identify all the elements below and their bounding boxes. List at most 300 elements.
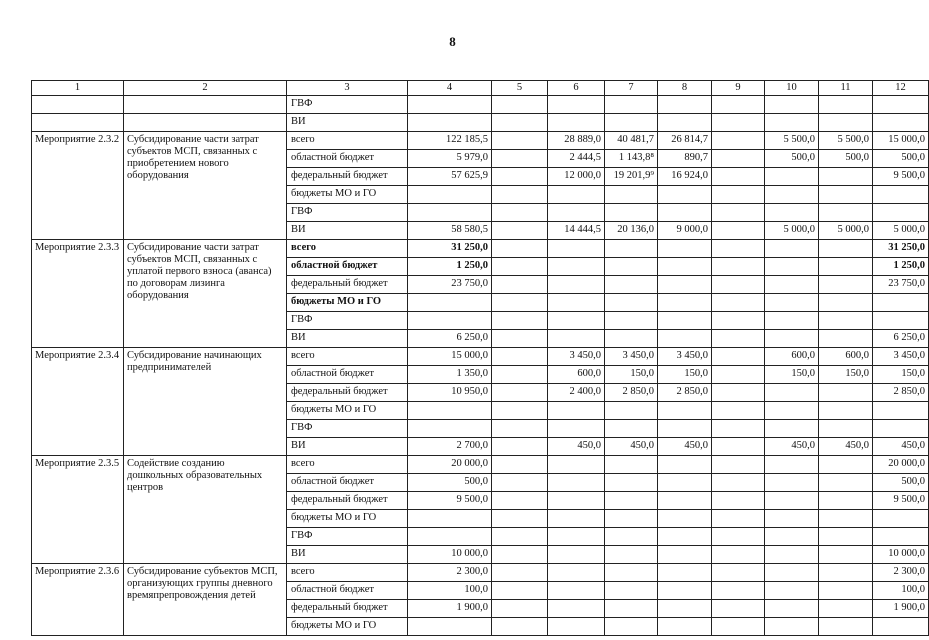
value-cell: 6 250,0	[873, 330, 929, 348]
value-cell	[712, 420, 765, 438]
value-cell: 10 950,0	[408, 384, 492, 402]
value-cell: 600,0	[765, 348, 819, 366]
value-cell: 5 979,0	[408, 150, 492, 168]
value-cell	[712, 258, 765, 276]
value-cell	[819, 564, 873, 582]
value-cell	[492, 420, 548, 438]
value-cell	[765, 618, 819, 636]
value-cell: 450,0	[765, 438, 819, 456]
value-cell	[492, 492, 548, 510]
value-cell	[548, 330, 605, 348]
value-cell: 3 450,0	[658, 348, 712, 366]
value-cell	[548, 510, 605, 528]
measure-name-cell: Мероприятие 2.3.3	[32, 240, 124, 348]
value-cell	[605, 402, 658, 420]
value-cell	[548, 618, 605, 636]
value-cell	[873, 528, 929, 546]
value-cell	[658, 312, 712, 330]
funding-source-cell: федеральный бюджет	[287, 168, 408, 186]
value-cell: 12 000,0	[548, 168, 605, 186]
table-row	[32, 456, 929, 474]
value-cell	[658, 420, 712, 438]
funding-source-cell: федеральный бюджет	[287, 276, 408, 294]
value-cell	[712, 366, 765, 384]
value-cell	[712, 528, 765, 546]
funding-source-cell: областной бюджет	[287, 258, 408, 276]
value-cell	[408, 186, 492, 204]
value-cell	[873, 402, 929, 420]
value-cell	[605, 294, 658, 312]
value-cell: 31 250,0	[408, 240, 492, 258]
value-cell: 5 000,0	[765, 222, 819, 240]
value-cell	[765, 402, 819, 420]
value-cell	[765, 564, 819, 582]
page-number: 8	[449, 34, 456, 49]
value-cell: 9 500,0	[408, 492, 492, 510]
value-cell	[658, 276, 712, 294]
value-cell: 150,0	[765, 366, 819, 384]
value-cell: 23 750,0	[408, 276, 492, 294]
value-cell	[492, 132, 548, 150]
value-cell	[548, 204, 605, 222]
value-cell	[658, 402, 712, 420]
value-cell: 14 444,5	[548, 222, 605, 240]
value-cell	[548, 402, 605, 420]
funding-source-cell: ВИ	[287, 330, 408, 348]
value-cell	[492, 438, 548, 456]
value-cell: 100,0	[873, 582, 929, 600]
value-cell	[712, 618, 765, 636]
value-cell	[712, 564, 765, 582]
value-cell	[712, 474, 765, 492]
funding-source-cell: федеральный бюджет	[287, 600, 408, 618]
funding-source-cell: ГВФ	[287, 420, 408, 438]
funding-source-cell: федеральный бюджет	[287, 492, 408, 510]
value-cell	[492, 258, 548, 276]
measure-description-cell: Субсидирование начинающих предпринимателей	[124, 348, 287, 456]
table-row	[32, 132, 929, 150]
value-cell	[408, 510, 492, 528]
value-cell: 20 000,0	[873, 456, 929, 474]
funding-source-cell: ВИ	[287, 114, 408, 132]
value-cell	[605, 420, 658, 438]
value-cell	[492, 618, 548, 636]
value-cell: 10 000,0	[873, 546, 929, 564]
value-cell	[658, 240, 712, 258]
value-cell: 500,0	[765, 150, 819, 168]
value-cell	[658, 114, 712, 132]
value-cell	[819, 546, 873, 564]
value-cell: 150,0	[819, 366, 873, 384]
value-cell	[658, 546, 712, 564]
value-cell	[605, 114, 658, 132]
value-cell: 450,0	[819, 438, 873, 456]
value-cell: 5 500,0	[819, 132, 873, 150]
value-cell	[548, 240, 605, 258]
header-cell: 9	[712, 81, 765, 96]
value-cell	[712, 240, 765, 258]
value-cell: 9 500,0	[873, 492, 929, 510]
funding-source-cell: всего	[287, 132, 408, 150]
value-cell: 600,0	[548, 366, 605, 384]
value-cell	[605, 474, 658, 492]
value-cell	[548, 546, 605, 564]
value-cell: 1 143,8⁸	[605, 150, 658, 168]
value-cell	[658, 186, 712, 204]
value-cell	[658, 456, 712, 474]
value-cell	[492, 294, 548, 312]
value-cell	[605, 240, 658, 258]
measure-name-cell: Мероприятие 2.3.2	[32, 132, 124, 240]
value-cell	[819, 186, 873, 204]
value-cell: 450,0	[658, 438, 712, 456]
value-cell	[819, 600, 873, 618]
value-cell	[492, 582, 548, 600]
value-cell: 6 250,0	[408, 330, 492, 348]
value-cell	[548, 420, 605, 438]
funding-source-cell: областной бюджет	[287, 366, 408, 384]
value-cell	[605, 582, 658, 600]
value-cell	[819, 168, 873, 186]
value-cell	[765, 294, 819, 312]
value-cell	[873, 510, 929, 528]
value-cell	[765, 330, 819, 348]
funding-source-cell: всего	[287, 240, 408, 258]
value-cell	[548, 582, 605, 600]
value-cell	[605, 204, 658, 222]
value-cell	[819, 474, 873, 492]
value-cell	[548, 276, 605, 294]
value-cell	[492, 276, 548, 294]
value-cell	[819, 582, 873, 600]
value-cell	[765, 312, 819, 330]
value-cell	[605, 276, 658, 294]
value-cell	[712, 204, 765, 222]
value-cell	[712, 348, 765, 366]
value-cell	[408, 618, 492, 636]
value-cell: 500,0	[873, 474, 929, 492]
value-cell: 2 850,0	[873, 384, 929, 402]
value-cell: 2 300,0	[873, 564, 929, 582]
value-cell	[819, 96, 873, 114]
value-cell	[658, 528, 712, 546]
value-cell	[658, 600, 712, 618]
value-cell	[605, 330, 658, 348]
value-cell	[548, 474, 605, 492]
value-cell	[712, 456, 765, 474]
measure-name-cell: Мероприятие 2.3.6	[32, 564, 124, 636]
header-cell: 2	[124, 81, 287, 96]
value-cell	[408, 114, 492, 132]
value-cell	[408, 420, 492, 438]
funding-source-cell: ГВФ	[287, 96, 408, 114]
value-cell	[492, 96, 548, 114]
value-cell: 57 625,9	[408, 168, 492, 186]
value-cell	[605, 492, 658, 510]
value-cell	[658, 294, 712, 312]
value-cell: 150,0	[873, 366, 929, 384]
value-cell	[712, 222, 765, 240]
value-cell	[492, 564, 548, 582]
value-cell	[765, 474, 819, 492]
value-cell	[873, 96, 929, 114]
value-cell	[408, 204, 492, 222]
value-cell	[492, 600, 548, 618]
value-cell	[492, 384, 548, 402]
value-cell	[548, 456, 605, 474]
value-cell	[124, 96, 287, 114]
funding-source-cell: всего	[287, 456, 408, 474]
value-cell	[492, 114, 548, 132]
header-cell: 3	[287, 81, 408, 96]
value-cell: 2 400,0	[548, 384, 605, 402]
value-cell	[765, 168, 819, 186]
value-cell	[765, 546, 819, 564]
value-cell: 150,0	[658, 366, 712, 384]
value-cell: 122 185,5	[408, 132, 492, 150]
value-cell	[765, 600, 819, 618]
value-cell	[492, 204, 548, 222]
funding-source-cell: бюджеты МО и ГО	[287, 510, 408, 528]
value-cell	[712, 384, 765, 402]
value-cell: 1 900,0	[408, 600, 492, 618]
value-cell	[765, 276, 819, 294]
value-cell	[548, 492, 605, 510]
value-cell: 500,0	[873, 150, 929, 168]
value-cell	[712, 96, 765, 114]
value-cell	[873, 420, 929, 438]
value-cell	[492, 312, 548, 330]
value-cell	[492, 366, 548, 384]
value-cell: 15 000,0	[408, 348, 492, 366]
value-cell	[492, 348, 548, 366]
value-cell: 16 924,0	[658, 168, 712, 186]
value-cell	[819, 402, 873, 420]
value-cell: 3 450,0	[548, 348, 605, 366]
value-cell: 5 500,0	[765, 132, 819, 150]
value-cell: 15 000,0	[873, 132, 929, 150]
value-cell	[712, 132, 765, 150]
budget-table	[31, 80, 929, 636]
value-cell: 150,0	[605, 366, 658, 384]
value-cell	[548, 114, 605, 132]
header-cell: 1	[32, 81, 124, 96]
funding-source-cell: ВИ	[287, 438, 408, 456]
value-cell	[548, 312, 605, 330]
header-cell: 7	[605, 81, 658, 96]
value-cell	[492, 168, 548, 186]
funding-source-cell: ГВФ	[287, 528, 408, 546]
value-cell	[658, 474, 712, 492]
value-cell	[548, 294, 605, 312]
value-cell	[712, 402, 765, 420]
value-cell	[492, 402, 548, 420]
value-cell	[873, 114, 929, 132]
value-cell	[819, 240, 873, 258]
value-cell	[492, 240, 548, 258]
header-cell: 11	[819, 81, 873, 96]
value-cell	[658, 510, 712, 528]
value-cell	[492, 528, 548, 546]
value-cell: 890,7	[658, 150, 712, 168]
value-cell	[605, 546, 658, 564]
value-cell	[765, 420, 819, 438]
value-cell: 2 444,5	[548, 150, 605, 168]
value-cell	[605, 186, 658, 204]
value-cell	[765, 240, 819, 258]
value-cell	[765, 114, 819, 132]
value-cell: 5 000,0	[819, 222, 873, 240]
header-row	[32, 81, 929, 96]
measure-name-cell: Мероприятие 2.3.5	[32, 456, 124, 564]
value-cell	[819, 330, 873, 348]
value-cell	[765, 96, 819, 114]
value-cell	[658, 582, 712, 600]
measure-description-cell: Субсидирование части затрат субъектов МСП, связанных с приобретением нового оборудования	[124, 132, 287, 240]
value-cell: 9 500,0	[873, 168, 929, 186]
value-cell	[492, 186, 548, 204]
header-cell: 6	[548, 81, 605, 96]
value-cell	[819, 384, 873, 402]
value-cell	[548, 258, 605, 276]
value-cell: 10 000,0	[408, 546, 492, 564]
value-cell	[765, 204, 819, 222]
funding-source-cell: бюджеты МО и ГО	[287, 294, 408, 312]
value-cell: 500,0	[819, 150, 873, 168]
value-cell	[548, 564, 605, 582]
value-cell: 23 750,0	[873, 276, 929, 294]
funding-source-cell: ВИ	[287, 222, 408, 240]
table-row	[32, 96, 929, 114]
value-cell	[819, 492, 873, 510]
value-cell: 26 814,7	[658, 132, 712, 150]
value-cell	[765, 492, 819, 510]
value-cell	[873, 186, 929, 204]
value-cell	[873, 312, 929, 330]
value-cell	[548, 528, 605, 546]
value-cell	[492, 546, 548, 564]
value-cell: 600,0	[819, 348, 873, 366]
value-cell: 1 350,0	[408, 366, 492, 384]
measure-description-cell: Содействие созданию дошкольных образовательных центров	[124, 456, 287, 564]
funding-source-cell: всего	[287, 564, 408, 582]
value-cell: 100,0	[408, 582, 492, 600]
value-cell: 58 580,5	[408, 222, 492, 240]
value-cell	[124, 114, 287, 132]
value-cell	[873, 204, 929, 222]
value-cell	[873, 618, 929, 636]
value-cell	[32, 96, 124, 114]
value-cell	[712, 492, 765, 510]
value-cell: 450,0	[548, 438, 605, 456]
value-cell	[819, 420, 873, 438]
value-cell	[605, 312, 658, 330]
value-cell	[492, 150, 548, 168]
header-cell: 10	[765, 81, 819, 96]
header-cell: 8	[658, 81, 712, 96]
value-cell	[712, 276, 765, 294]
value-cell	[819, 258, 873, 276]
value-cell	[712, 546, 765, 564]
value-cell	[658, 492, 712, 510]
value-cell: 31 250,0	[873, 240, 929, 258]
measure-description-cell: Субсидирование части затрат субъектов МСП, связанных с уплатой первого взноса (аванса) по договорам лизинга оборудования	[124, 240, 287, 348]
value-cell	[819, 276, 873, 294]
value-cell	[819, 456, 873, 474]
value-cell	[819, 312, 873, 330]
value-cell: 9 000,0	[658, 222, 712, 240]
table-row	[32, 348, 929, 366]
value-cell	[712, 186, 765, 204]
value-cell	[765, 258, 819, 276]
table-row	[32, 240, 929, 258]
value-cell	[712, 582, 765, 600]
value-cell	[712, 312, 765, 330]
value-cell: 2 700,0	[408, 438, 492, 456]
funding-source-cell: бюджеты МО и ГО	[287, 186, 408, 204]
value-cell: 5 000,0	[873, 222, 929, 240]
value-cell	[492, 474, 548, 492]
value-cell: 19 201,9⁹	[605, 168, 658, 186]
table-row	[32, 114, 929, 132]
value-cell	[712, 114, 765, 132]
value-cell	[658, 204, 712, 222]
funding-source-cell: областной бюджет	[287, 582, 408, 600]
value-cell	[819, 618, 873, 636]
value-cell: 20 136,0	[605, 222, 658, 240]
value-cell: 1 250,0	[873, 258, 929, 276]
value-cell	[492, 456, 548, 474]
value-cell	[765, 510, 819, 528]
value-cell	[605, 96, 658, 114]
funding-source-cell: ВИ	[287, 546, 408, 564]
value-cell	[873, 294, 929, 312]
funding-source-cell: областной бюджет	[287, 474, 408, 492]
value-cell	[492, 222, 548, 240]
value-cell: 1 250,0	[408, 258, 492, 276]
value-cell	[712, 294, 765, 312]
value-cell	[819, 528, 873, 546]
funding-source-cell: ГВФ	[287, 204, 408, 222]
value-cell	[658, 618, 712, 636]
value-cell: 20 000,0	[408, 456, 492, 474]
funding-source-cell: ГВФ	[287, 312, 408, 330]
value-cell	[605, 600, 658, 618]
value-cell	[658, 330, 712, 348]
measure-description-cell: Субсидирование субъектов МСП, организующих группы дневного времяпрепровождения детей	[124, 564, 287, 636]
value-cell	[408, 96, 492, 114]
value-cell: 450,0	[873, 438, 929, 456]
header-cell: 5	[492, 81, 548, 96]
value-cell	[765, 186, 819, 204]
value-cell	[765, 384, 819, 402]
funding-source-cell: областной бюджет	[287, 150, 408, 168]
value-cell	[819, 510, 873, 528]
value-cell: 2 850,0	[658, 384, 712, 402]
value-cell	[408, 312, 492, 330]
value-cell	[819, 114, 873, 132]
value-cell	[712, 330, 765, 348]
value-cell	[548, 186, 605, 204]
measure-name-cell: Мероприятие 2.3.4	[32, 348, 124, 456]
table-row	[32, 564, 929, 582]
value-cell	[605, 618, 658, 636]
value-cell: 28 889,0	[548, 132, 605, 150]
header-cell: 12	[873, 81, 929, 96]
value-cell	[548, 96, 605, 114]
value-cell	[408, 528, 492, 546]
value-cell	[658, 258, 712, 276]
